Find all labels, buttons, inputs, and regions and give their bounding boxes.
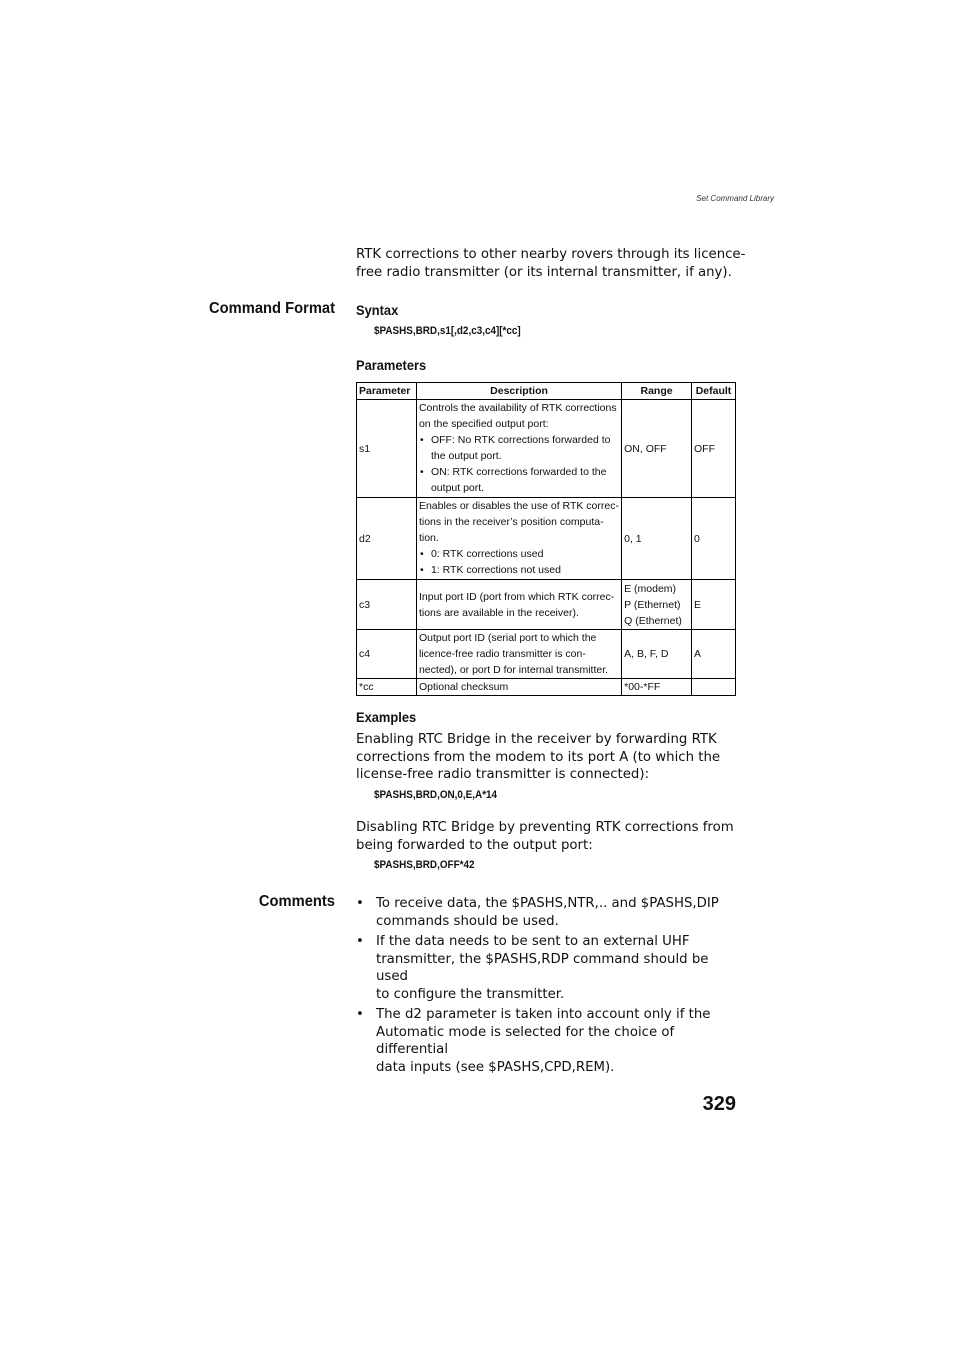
list-item — [419, 464, 619, 496]
column-header: Description — [416, 383, 621, 400]
examples-heading: Examples — [356, 709, 417, 725]
example-1-code: $PASHS,BRD,ON,0,E,A*14 — [374, 789, 498, 801]
range-cell — [622, 580, 692, 630]
description-line: Controls the availability of RTK corrections — [418, 402, 617, 414]
list-item — [356, 933, 741, 1003]
running-header: Set Command Library — [696, 194, 774, 203]
example-line: Disabling RTC Bridge by preventing RTK corrections from — [356, 820, 734, 835]
bullet: • — [356, 934, 364, 949]
table-row — [357, 580, 736, 630]
table-header-row — [357, 383, 736, 400]
param-cell: c4 — [357, 630, 417, 679]
example-1-paragraph — [356, 731, 746, 784]
table-row — [357, 400, 736, 498]
range-cell: A, B, F, D — [622, 630, 692, 679]
intro-line: free radio transmitter (or its internal transmitter, if any). — [356, 264, 732, 280]
range-line: P (Ethernet) — [624, 598, 681, 611]
description-line: Output port ID (serial port to which the — [418, 632, 597, 644]
example-line: being forwarded to the output port: — [356, 837, 593, 853]
default-cell — [691, 679, 735, 696]
comments-heading: Comments — [258, 893, 335, 910]
page-number: 329 — [702, 1093, 736, 1115]
list-item — [356, 1006, 741, 1076]
description-line: tions are available in the receiver). — [418, 606, 579, 619]
list-item — [419, 432, 619, 464]
description-line: tions in the receiver’s position computa- — [418, 516, 604, 528]
parameters-table — [356, 382, 736, 696]
description-line: licence-free radio transmitter is con- — [418, 648, 586, 660]
example-2-paragraph — [356, 819, 746, 854]
comment-line: transmitter, the $PASHS,RDP command should be used — [376, 951, 709, 984]
intro-line: RTK corrections to other nearby rovers through its licence- — [356, 247, 746, 262]
example-2-code: $PASHS,BRD,OFF*42 — [374, 859, 475, 871]
range-cell: ON, OFF — [622, 400, 692, 498]
param-cell: d2 — [357, 498, 417, 580]
param-cell: s1 — [357, 400, 417, 498]
bullet-text: 1: RTK corrections not used — [430, 564, 561, 576]
list-item — [419, 562, 619, 578]
bullet: • — [419, 466, 424, 478]
table-row — [357, 630, 736, 679]
default-cell: A — [691, 630, 735, 679]
syntax-heading: Syntax — [356, 302, 399, 318]
bullet: • — [356, 1007, 364, 1022]
list-item — [419, 546, 619, 562]
range-line: Q (Ethernet) — [624, 614, 682, 627]
example-line: Enabling RTC Bridge in the receiver by forwarding RTK — [356, 732, 717, 747]
comment-line: Automatic mode is selected for the choice of differential — [376, 1024, 675, 1057]
table-row — [357, 498, 736, 580]
comment-line: To receive data, the $PASHS,NTR,.. and $PASHS,DIP — [376, 896, 719, 911]
bullet-text: ON: RTK corrections forwarded to the — [430, 466, 607, 478]
default-cell: 0 — [691, 498, 735, 580]
table-row — [357, 679, 736, 696]
range-cell: *00-*FF — [622, 679, 692, 696]
comment-line: The d2 parameter is taken into account only if the — [376, 1007, 711, 1022]
description-cell — [416, 580, 621, 630]
bullet: • — [419, 564, 424, 576]
comment-line: If the data needs to be sent to an external UHF — [376, 934, 690, 949]
column-header: Default — [691, 383, 735, 400]
description-line: Input port ID (port from which RTK correc- — [418, 590, 615, 603]
example-line: license-free radio transmitter is connected): — [356, 767, 650, 782]
column-header: Parameter — [357, 383, 417, 400]
comment-line: data inputs (see $PASHS,CPD,REM). — [376, 1059, 615, 1075]
syntax-code: $PASHS,BRD,s1[,d2,c3,c4][*cc] — [374, 325, 521, 337]
default-cell: E — [691, 580, 735, 630]
description-line: Enables or disables the use of RTK correc- — [418, 500, 619, 512]
list-item — [356, 895, 741, 930]
description-cell — [416, 630, 621, 679]
column-header: Range — [622, 383, 692, 400]
bullet-text: the output port. — [430, 450, 502, 462]
range-cell: 0, 1 — [622, 498, 692, 580]
param-cell: *cc — [357, 679, 417, 696]
param-cell: c3 — [357, 580, 417, 630]
description-line: nected), or port D for internal transmitter. — [418, 664, 609, 676]
bullet: • — [419, 434, 424, 446]
bullet-text: 0: RTK corrections used — [430, 548, 544, 560]
comment-line: to configure the transmitter. — [376, 986, 565, 1002]
description-cell — [416, 498, 621, 580]
range-line: E (modem) — [624, 582, 677, 595]
description-cell — [416, 400, 621, 498]
default-cell: OFF — [691, 400, 735, 498]
comment-line: commands should be used. — [376, 913, 559, 929]
command-format-heading: Command Format — [209, 300, 335, 317]
bullet-text: OFF: No RTK corrections forwarded to — [430, 434, 611, 446]
bullet: • — [356, 896, 364, 911]
comments-list — [356, 895, 741, 1079]
parameters-heading: Parameters — [356, 357, 427, 373]
description-line: on the specified output port: — [418, 418, 549, 430]
description-line: tion. — [418, 532, 439, 544]
bullet-text: output port. — [430, 482, 485, 494]
example-line: corrections from the modem to its port A (to which the — [356, 749, 721, 765]
intro-paragraph — [356, 246, 746, 281]
description-cell: Optional checksum — [416, 679, 621, 696]
bullet: • — [419, 548, 424, 560]
